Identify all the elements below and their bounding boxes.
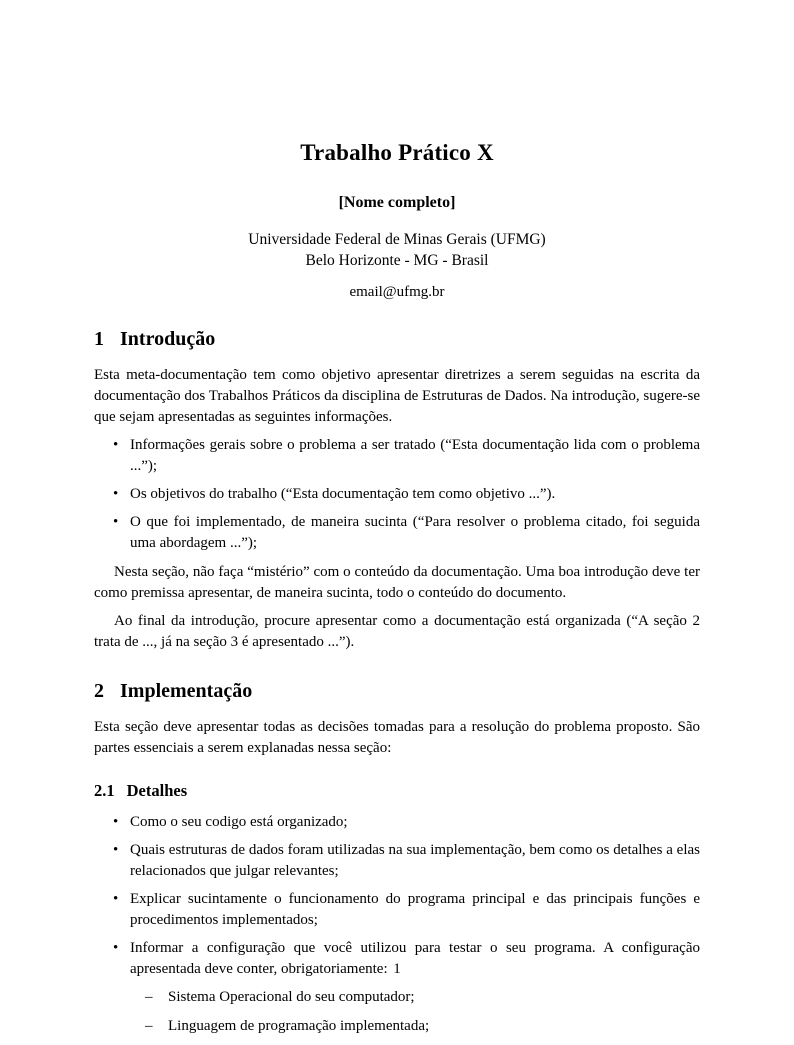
list-item-text: Os objetivos do trabalho (“Esta documentação tem como objetivo ...”). bbox=[130, 486, 556, 502]
affiliation-line-2: Belo Horizonte - MG - Brasil bbox=[305, 252, 489, 269]
section-1-title: Introdução bbox=[120, 328, 216, 350]
bullet-icon: • bbox=[113, 891, 119, 907]
subsection-2-1-bullet-list bbox=[94, 812, 700, 1045]
bullet-icon: • bbox=[113, 437, 119, 453]
affiliation-line-1: Universidade Federal de Minas Gerais (UFMG) bbox=[248, 231, 546, 248]
bullet-icon: • bbox=[113, 842, 119, 858]
bullet-icon: • bbox=[113, 514, 119, 530]
sub-list-item-text: Sistema Operacional do seu computador; bbox=[168, 989, 415, 1005]
list-item-text: Quais estruturas de dados foram utilizadas na sua implementação, bem como os detalhes a elas relacionados que julgar relevantes; bbox=[130, 842, 700, 879]
bullet-icon: • bbox=[113, 814, 119, 830]
section-1-heading bbox=[94, 328, 700, 351]
author-name: [Nome completo] bbox=[338, 194, 456, 211]
list-item bbox=[113, 512, 700, 554]
subsection-2-1-sub-list bbox=[130, 987, 700, 1037]
sub-list-item-text: Linguagem de programação implementada; bbox=[168, 1018, 430, 1034]
section-2-title: Implementação bbox=[120, 680, 253, 702]
list-item-text bbox=[130, 938, 700, 1045]
dash-icon: – bbox=[145, 1018, 153, 1034]
section-1-bullet-list bbox=[94, 435, 700, 554]
section-1-paragraph-3: Ao final da introdução, procure apresentar como a documentação está organizada (“A seção 2 trata de ..., já na seção 3 é apresentado ...”). bbox=[94, 613, 700, 650]
list-item bbox=[113, 435, 700, 477]
section-1-number: 1 bbox=[94, 328, 104, 350]
section-2-paragraph-1: Esta seção deve apresentar todas as decisões tomadas para a resolução do problema proposto. São partes essenciais a serem explanadas nessa seção: bbox=[94, 719, 700, 756]
list-item bbox=[113, 938, 700, 1045]
list-item bbox=[113, 812, 700, 833]
section-1-paragraph-2: Nesta seção, não faça “mistério” com o conteúdo da documentação. Uma boa introdução deve ter como premissa apresentar, de maneira sucinta, todo o conteúdo do documento. bbox=[94, 564, 700, 601]
email-address: email@ufmg.br bbox=[349, 284, 445, 300]
list-item-text: Como o seu codigo está organizado; bbox=[130, 814, 348, 830]
document-title: Trabalho Prático X bbox=[300, 140, 494, 165]
list-item bbox=[113, 484, 700, 505]
subsection-2-1-heading bbox=[94, 781, 700, 801]
section-1-paragraph-1: Esta meta-documentação tem como objetivo apresentar diretrizes a serem seguidas na escrita da documentação dos Trabalhos Práticos da disciplina de Estruturas de Dados. Na introdução, sugere-se que sejam apresentadas as seguintes informações. bbox=[94, 367, 700, 425]
section-2-heading bbox=[94, 680, 700, 703]
bullet-icon: • bbox=[113, 940, 119, 956]
subsection-2-1-title: Detalhes bbox=[126, 781, 188, 800]
section-2-number: 2 bbox=[94, 680, 104, 702]
sub-list-item bbox=[145, 1016, 700, 1037]
page-number: 1 bbox=[393, 961, 401, 977]
sub-list-item bbox=[145, 987, 700, 1008]
list-item-lead-text: Informar a configuração que você utilizou para testar o seu programa. A configuração apresentada deve conter, obrigatoriamente: bbox=[130, 940, 700, 977]
list-item-text: Explicar sucintamente o funcionamento do programa principal e das principais funções e procedimentos implementados; bbox=[130, 891, 700, 928]
subsection-2-1-number: 2.1 bbox=[94, 781, 115, 800]
list-item-text: O que foi implementado, de maneira sucinta (“Para resolver o problema citado, foi seguida uma abordagem ...”); bbox=[130, 514, 700, 551]
list-item bbox=[113, 840, 700, 882]
list-item bbox=[113, 889, 700, 931]
list-item-text: Informações gerais sobre o problema a ser tratado (“Esta documentação lida com o problema ...”); bbox=[130, 437, 700, 474]
dash-icon: – bbox=[145, 989, 153, 1005]
bullet-icon: • bbox=[113, 486, 119, 502]
